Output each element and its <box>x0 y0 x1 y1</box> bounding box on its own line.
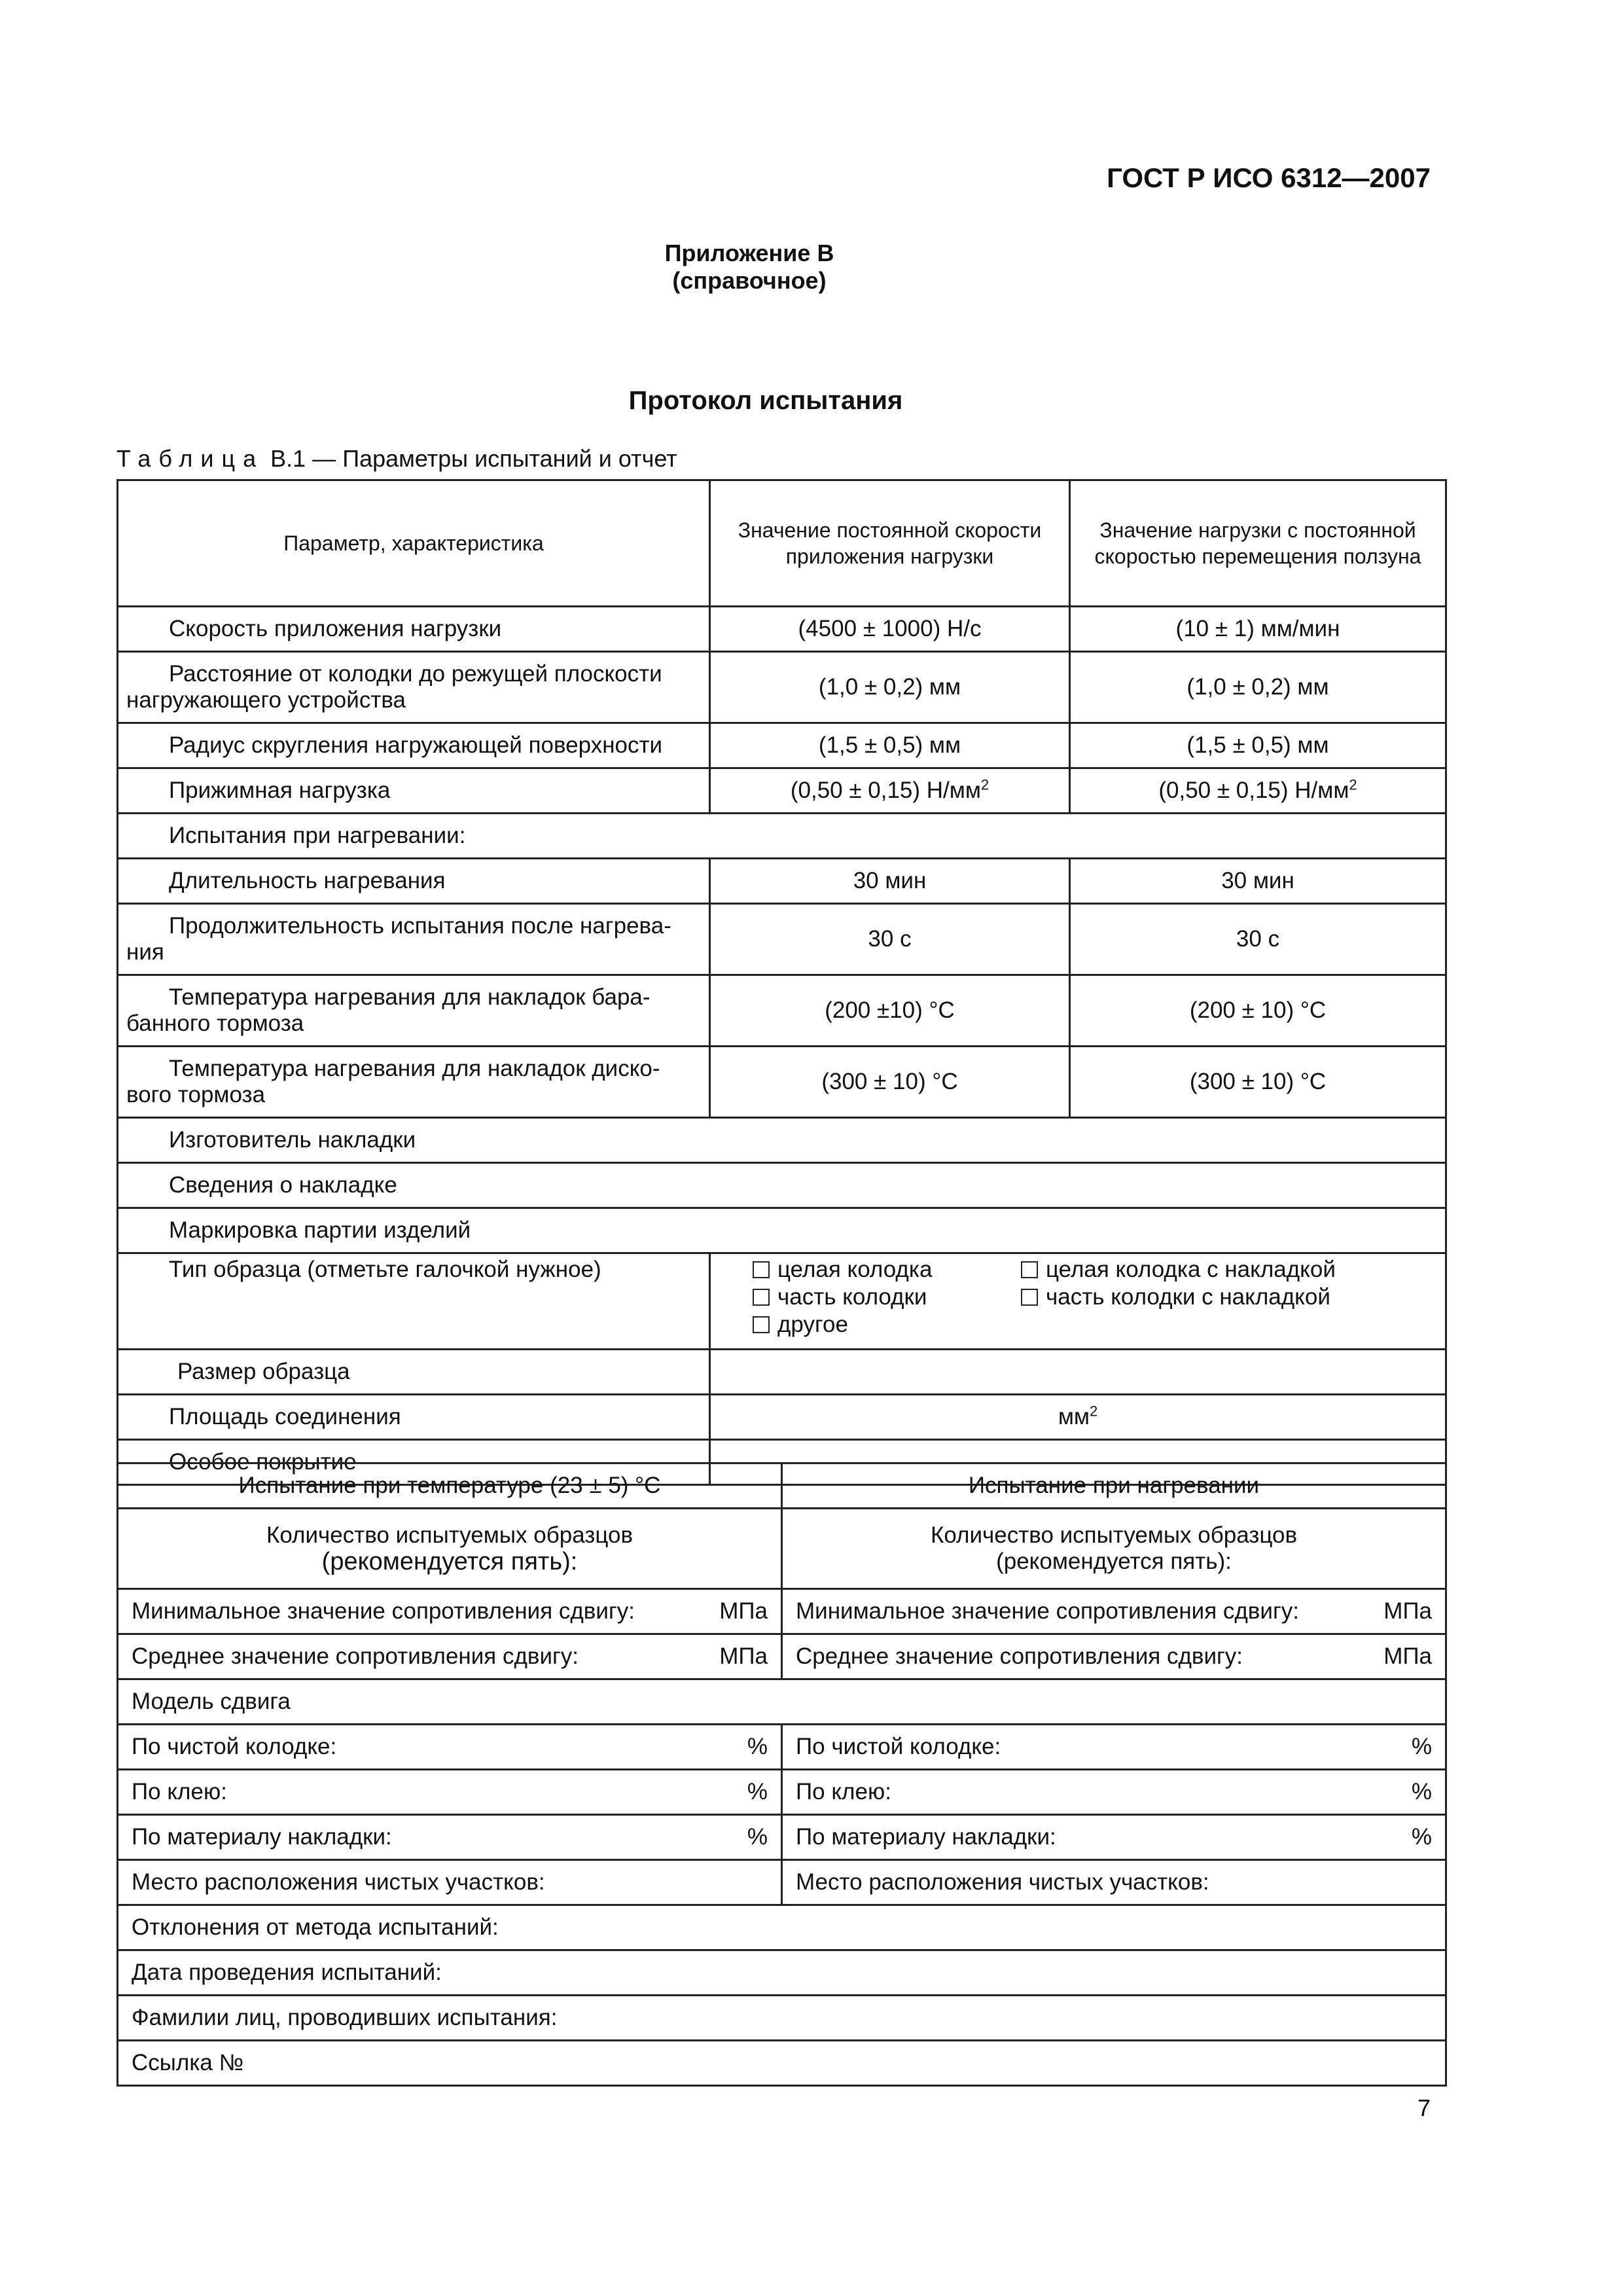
table-row <box>118 652 1446 723</box>
min-shear-row <box>118 1589 1446 1634</box>
adhesive-label: По клею: <box>796 1779 891 1804</box>
shear-model-row <box>118 1679 1446 1725</box>
header-parameter: Параметр, характеристика <box>118 480 710 607</box>
row-label: Скорость приложения нагрузки <box>118 607 710 652</box>
row-label: Прижимная нагрузка <box>118 768 710 814</box>
joint-area-label: Площадь соединения <box>118 1395 710 1440</box>
page-number: 7 <box>1417 2094 1431 2121</box>
percent-unit: % <box>1411 1734 1432 1759</box>
row-value-1: (300 ± 10) °С <box>710 1047 1070 1118</box>
superscript: 2 <box>980 776 990 793</box>
lining-material-label: По материалу накладки: <box>796 1824 1056 1850</box>
adhesive-right <box>782 1770 1446 1815</box>
testers-label: Фамилии лиц, проводивших испытания: <box>118 1996 1446 2041</box>
option-label: часть колодки <box>777 1284 927 1310</box>
deviations-label: Отклонения от метода испытаний: <box>118 1905 1446 1950</box>
clean-shoe-label: По чистой колодке: <box>132 1734 337 1759</box>
adhesive-row <box>118 1770 1446 1815</box>
clean-shoe-row <box>118 1725 1446 1770</box>
row-label: Расстояние от колодки до режущей плоскости нагружающего устройства <box>118 652 710 723</box>
value-text: (0,50 ± 0,15) Н/мм <box>790 778 981 803</box>
testers-row <box>118 1996 1446 2041</box>
option-label: другое <box>777 1312 848 1337</box>
unit-mpa: МПа <box>1383 1643 1432 1669</box>
lining-material-label: По материалу накладки: <box>132 1824 392 1850</box>
sample-count-line1: Количество испытуемых образцов <box>266 1522 633 1548</box>
avg-shear-row <box>118 1634 1446 1679</box>
min-shear-right <box>782 1589 1446 1634</box>
standard-number: ГОСТ Р ИСО 6312—2007 <box>1107 162 1431 193</box>
lining-material-left <box>118 1815 782 1860</box>
avg-shear-right <box>782 1634 1446 1679</box>
row-label: Радиус скругления нагружающей поверхности <box>118 723 710 768</box>
protocol-title: Протокол испытания <box>628 386 903 415</box>
table-row <box>118 1047 1446 1118</box>
special-coating-label: Особое покрытие <box>118 1440 710 1485</box>
appendix-title: Приложение В <box>664 240 834 266</box>
lining-material-right <box>782 1815 1446 1860</box>
clean-areas-row <box>118 1860 1446 1905</box>
reference-row <box>118 2041 1446 2086</box>
superscript: 2 <box>1089 1403 1098 1420</box>
table-row <box>118 904 1446 975</box>
option-other[interactable] <box>753 1312 1021 1338</box>
sample-count-row <box>118 1509 1446 1589</box>
row-label: Изготовитель накладки <box>118 1118 1446 1163</box>
reference-label: Ссылка № <box>118 2041 1446 2086</box>
results-title-row <box>118 1463 1446 1509</box>
clean-areas-right: Место расположения чистых участков: <box>782 1860 1446 1905</box>
table-header-row <box>118 480 1446 607</box>
heated-test-title: Испытание при нагревании <box>782 1463 1446 1509</box>
table-row <box>118 1163 1446 1208</box>
checkbox-icon[interactable] <box>1021 1261 1038 1278</box>
table-row <box>118 1118 1446 1163</box>
min-shear-label: Минимальное значение сопротивления сдвигу: <box>796 1598 1299 1624</box>
row-label: Продолжительность испытания после нагрева-ния <box>118 904 710 975</box>
avg-shear-left <box>118 1634 782 1679</box>
table-row <box>118 975 1446 1047</box>
header-constant-ram-speed: Значение нагрузки с постоянной скоростью перемещения ползуна <box>1070 480 1446 607</box>
option-part-shoe-with-lining[interactable] <box>1021 1284 1437 1310</box>
table-row <box>118 1395 1446 1440</box>
parameters-table <box>116 479 1447 1486</box>
sample-count-line2: (рекомендуется пять): <box>321 1548 578 1575</box>
sample-size-value <box>710 1350 1446 1395</box>
sample-type-row <box>118 1253 1446 1350</box>
checkbox-icon[interactable] <box>1021 1289 1038 1306</box>
superscript: 2 <box>1349 776 1357 793</box>
row-label: Маркировка партии изделий <box>118 1208 1446 1253</box>
sample-count-line2: (рекомендуется пять): <box>996 1549 1232 1574</box>
row-value-1: (4500 ± 1000) Н/с <box>710 607 1070 652</box>
percent-unit: % <box>747 1734 768 1759</box>
row-value-2 <box>1070 768 1446 814</box>
deviations-row <box>118 1905 1446 1950</box>
sample-count-left <box>118 1509 782 1589</box>
table-row <box>118 1350 1446 1395</box>
sample-count-right <box>782 1509 1446 1589</box>
table-row <box>118 814 1446 859</box>
option-whole-shoe[interactable] <box>753 1257 1021 1283</box>
row-label: Сведения о накладке <box>118 1163 1446 1208</box>
option-part-shoe[interactable] <box>753 1284 1021 1310</box>
option-label: часть колодки с накладкой <box>1046 1284 1330 1310</box>
test-date-label: Дата проведения испытаний: <box>118 1950 1446 1996</box>
row-value-1: (1,0 ± 0,2) мм <box>710 652 1070 723</box>
row-value-2: (1,0 ± 0,2) мм <box>1070 652 1446 723</box>
row-label: Длительность нагревания <box>118 859 710 904</box>
row-value-2: 30 мин <box>1070 859 1446 904</box>
row-value-2: (10 ± 1) мм/мин <box>1070 607 1446 652</box>
header-constant-rate: Значение постоянной скорости приложения нагрузки <box>710 480 1070 607</box>
row-label: Температура нагревания для накладок бара-банного тормоза <box>118 975 710 1047</box>
avg-shear-label: Среднее значение сопротивления сдвигу: <box>132 1643 579 1669</box>
test-date-row <box>118 1950 1446 1996</box>
value-text: (0,50 ± 0,15) Н/мм <box>1158 778 1349 803</box>
clean-shoe-label: По чистой колодке: <box>796 1734 1001 1759</box>
percent-unit: % <box>747 1779 768 1804</box>
row-label: Испытания при нагревании: <box>118 814 1446 859</box>
adhesive-left <box>118 1770 782 1815</box>
shear-model-label: Модель сдвига <box>118 1679 1446 1725</box>
option-label: целая колодка с накладкой <box>1046 1257 1336 1282</box>
table-caption <box>116 445 677 473</box>
row-value-1: (1,5 ± 0,5) мм <box>710 723 1070 768</box>
option-label: целая колодка <box>777 1257 933 1282</box>
percent-unit: % <box>747 1824 768 1850</box>
sample-size-label: Размер образца <box>118 1350 710 1395</box>
joint-area-value <box>710 1395 1446 1440</box>
percent-unit: % <box>1411 1824 1432 1850</box>
unit-mpa: МПа <box>719 1643 768 1669</box>
row-value-1 <box>710 768 1070 814</box>
row-value-1: (200 ±10) °С <box>710 975 1070 1047</box>
row-value-2: (300 ± 10) °С <box>1070 1047 1446 1118</box>
percent-unit: % <box>1411 1779 1432 1804</box>
sample-type-label: Тип образца (отметьте галочкой нужное) <box>118 1253 710 1350</box>
unit-mpa: МПа <box>1383 1598 1432 1624</box>
table-caption-word: Таблица <box>116 445 264 472</box>
unit-mpa: МПа <box>719 1598 768 1624</box>
checkbox-icon[interactable] <box>753 1289 770 1306</box>
clean-shoe-right <box>782 1725 1446 1770</box>
avg-shear-label: Среднее значение сопротивления сдвигу: <box>796 1643 1243 1669</box>
adhesive-label: По клею: <box>132 1779 227 1804</box>
lining-material-row <box>118 1815 1446 1860</box>
option-whole-shoe-with-lining[interactable] <box>1021 1257 1437 1283</box>
table-row <box>118 768 1446 814</box>
table-row <box>118 723 1446 768</box>
clean-shoe-left <box>118 1725 782 1770</box>
min-shear-label: Минимальное значение сопротивления сдвигу: <box>132 1598 635 1624</box>
clean-areas-left: Место расположения чистых участков: <box>118 1860 782 1905</box>
unit-text: мм <box>1058 1404 1090 1429</box>
row-value-1: 30 с <box>710 904 1070 975</box>
table-row <box>118 607 1446 652</box>
table-caption-text: В.1 — Параметры испытаний и отчет <box>264 445 677 472</box>
sample-count-line1: Количество испытуемых образцов <box>930 1522 1298 1548</box>
appendix-subtitle: (справочное) <box>672 267 827 294</box>
room-temp-test-title: Испытание при температуре (23 ± 5) °С <box>118 1463 782 1509</box>
sample-type-options <box>710 1253 1446 1350</box>
table-row <box>118 859 1446 904</box>
row-value-2: 30 с <box>1070 904 1446 975</box>
row-value-2: (200 ± 10) °С <box>1070 975 1446 1047</box>
min-shear-left <box>118 1589 782 1634</box>
row-label: Температура нагревания для накладок диско-вого тормоза <box>118 1047 710 1118</box>
checkbox-icon[interactable] <box>753 1316 770 1333</box>
row-value-1: 30 мин <box>710 859 1070 904</box>
results-table <box>116 1462 1447 2087</box>
checkbox-icon[interactable] <box>753 1261 770 1278</box>
table-row <box>118 1208 1446 1253</box>
row-value-2: (1,5 ± 0,5) мм <box>1070 723 1446 768</box>
